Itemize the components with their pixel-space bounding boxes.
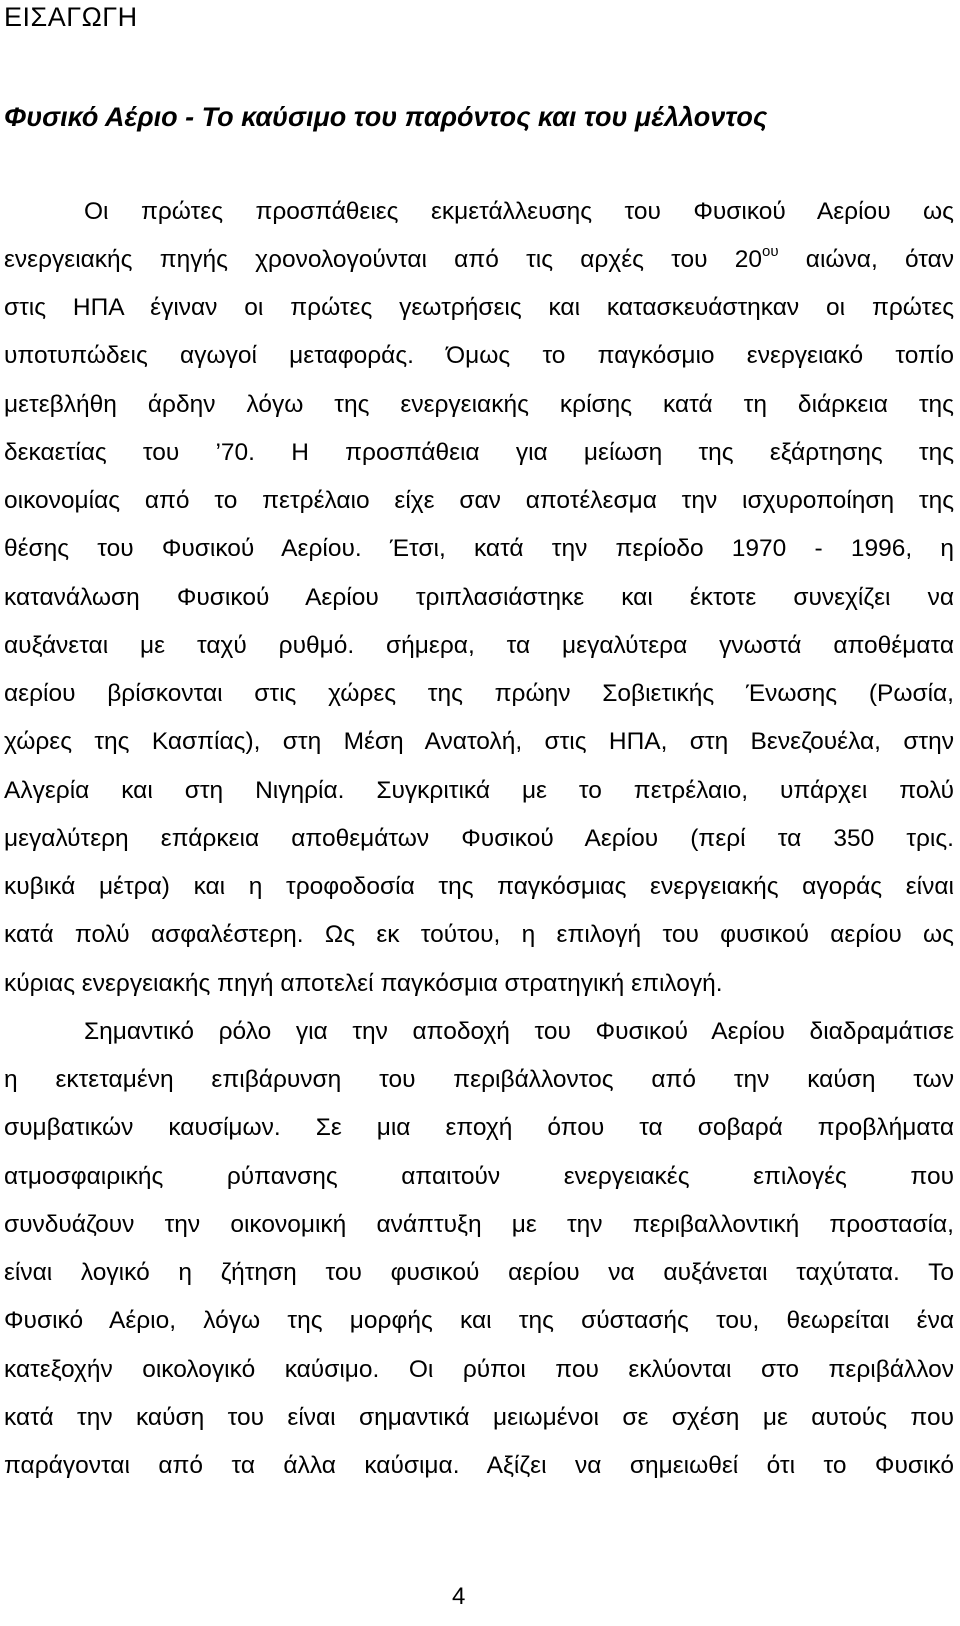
paragraph-1-line-11: αερίου βρίσκονται στις χώρες της πρώην Σοβιετικής Ένωσης (Ρωσία, [4,680,954,707]
paragraph-2-line-6: είναι λογικό η ζήτηση του φυσικού αερίου να αυξάνεται ταχύτατα. Το [4,1259,954,1286]
paragraph-2-line-8: κατεξοχήν οικολογικό καύσιμο. Οι ρύποι που εκλύονται στο περιβάλλον [4,1356,954,1383]
line-2-text-end: αιώνα, όταν [778,246,954,273]
paragraph-1-line-16: κατά πολύ ασφαλέστερη. Ως εκ τούτου, η επιλογή του φυσικού αερίου ως [4,921,954,948]
paragraph-1-line-5: μετεβλήθη άρδην λόγω της ενεργειακής κρίσης κατά τη διάρκεια της [4,391,954,418]
paragraph-1-line-14: μεγαλύτερη επάρκεια αποθεμάτων Φυσικού Αερίου (περί τα 350 τρις. [4,825,954,852]
paragraph-2-line-7: Φυσικό Αέριο, λόγω της μορφής και της σύστασής του, θεωρείται ένα [4,1307,954,1334]
paragraph-2-line-2: η εκτεταμένη επιβάρυνση του περιβάλλοντος από την καύση των [4,1066,954,1093]
paragraph-1-line-7: οικονομίας από το πετρέλαιο είχε σαν αποτέλεσμα την ισχυροποίηση της [4,487,954,514]
paragraph-1-line-12: χώρες της Κασπίας), στη Μέση Ανατολή, στις ΗΠΑ, στη Βενεζουέλα, στην [4,728,954,755]
paragraph-1-line-15: κυβικά μέτρα) και η τροφοδοσία της παγκόσμιας ενεργειακής αγοράς είναι [4,873,954,900]
paragraph-1-line-2 [4,244,954,276]
paragraph-1-line-8: θέσης του Φυσικού Αερίου. Έτσι, κατά την περίοδο 1970 - 1996, η [4,535,954,562]
paragraph-1-line-3: στις ΗΠΑ έγιναν οι πρώτες γεωτρήσεις και κατασκευάστηκαν οι πρώτες [4,294,954,321]
line-2-text: ενεργειακής πηγής χρονολογούνται από τις αρχές του 20 [4,246,763,273]
paragraph-2-line-5: συνδυάζουν την οικονομική ανάπτυξη με την περιβαλλοντική προστασία, [4,1211,954,1238]
section-subtitle: Φυσικό Αέριο - Το καύσιμο του παρόντος και του μέλλοντος [4,102,768,132]
ordinal-superscript: ου [762,243,779,260]
paragraph-1-line-6: δεκαετίας του ’70. Η προσπάθεια για μείωση της εξάρτησης της [4,439,954,466]
paragraph-1-line-1: Οι πρώτες προσπάθειες εκμετάλλευσης του Φυσικού Αερίου ως [84,198,954,225]
section-heading: ΕΙΣΑΓΩΓΗ [4,2,138,32]
paragraph-2-line-4: ατμοσφαιρικής ρύπανσης απαιτούν ενεργειακές επιλογές που [4,1163,954,1190]
paragraph-1-line-9: κατανάλωση Φυσικού Αερίου τριπλασιάστηκε και έκτοτε συνεχίζει να [4,584,954,611]
paragraph-1-line-10: αυξάνεται με ταχύ ρυθμό. σήμερα, τα μεγαλύτερα γνωστά αποθέματα [4,632,954,659]
paragraph-2-line-3: συμβατικών καυσίμων. Σε μια εποχή όπου τα σοβαρά προβλήματα [4,1114,954,1141]
paragraph-1-line-4: υποτυπώδεις αγωγοί μεταφοράς. Όμως το παγκόσμιο ενεργειακό τοπίο [4,342,954,369]
paragraph-1-line-13: Αλγερία και στη Νιγηρία. Συγκριτικά με το πετρέλαιο, υπάρχει πολύ [4,777,954,804]
paragraph-1-line-17: κύριας ενεργειακής πηγή αποτελεί παγκόσμια στρατηγική επιλογή. [4,970,723,997]
page-number: 4 [452,1583,466,1610]
paragraph-2-line-1: Σημαντικό ρόλο για την αποδοχή του Φυσικού Αερίου διαδραμάτισε [84,1018,954,1045]
paragraph-2-line-10: παράγονται από τα άλλα καύσιμα. Αξίζει να σημειωθεί ότι το Φυσικό [4,1452,954,1479]
paragraph-2-line-9: κατά την καύση του είναι σημαντικά μειωμένοι σε σχέση με αυτούς που [4,1404,954,1431]
